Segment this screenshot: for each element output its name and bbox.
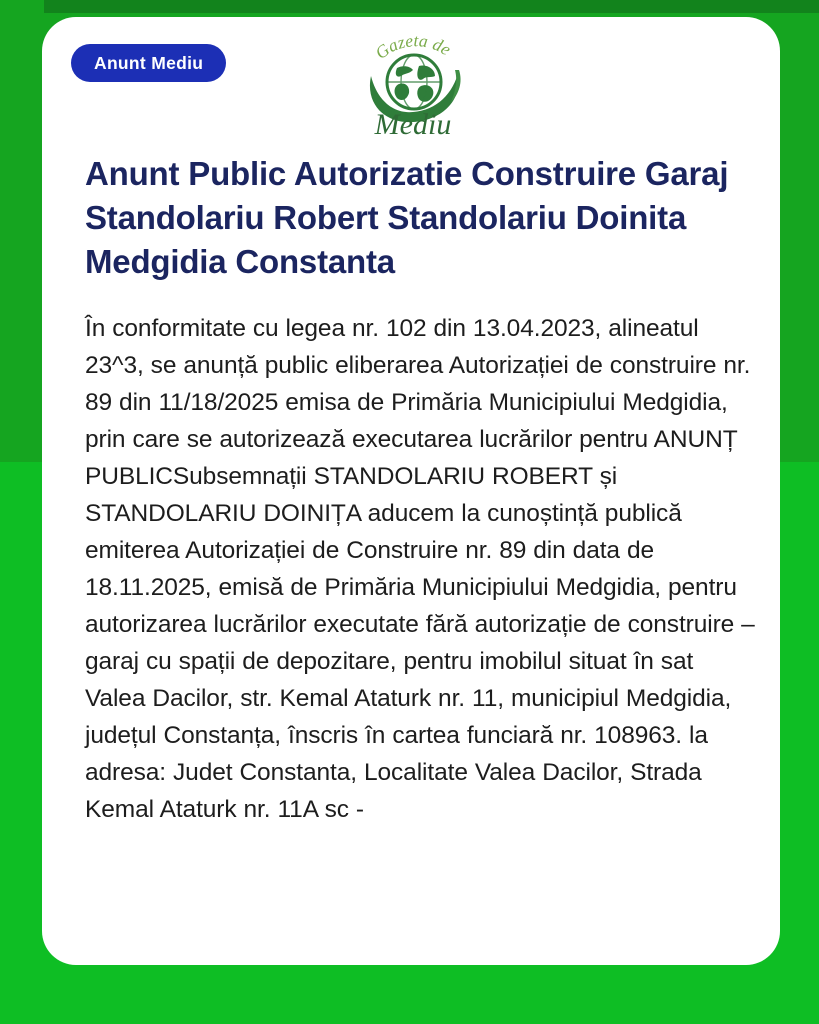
page-title: Anunt Public Autorizatie Construire Garaj Standolariu Robert Standolariu Doinita Medgidia Constanta bbox=[85, 155, 729, 280]
category-badge[interactable]: Anunt Mediu bbox=[71, 44, 226, 82]
logo-text-top: Gazeta de bbox=[371, 30, 455, 63]
logo-text-bottom: Mediu bbox=[374, 108, 452, 140]
announcement-card bbox=[42, 17, 780, 965]
card-header bbox=[42, 17, 780, 142]
gazeta-de-mediu-logo bbox=[347, 20, 482, 140]
announcement-body: În conformitate cu legea nr. 102 din 13.04.2023, alineatul 23^3, se anunță public eliberarea Autorizației de construire nr. 89 din 11/18/2025 emisa de Primăria Municipiului Medgidia, prin care se autorizează executarea lucrărilor pentru ANUNȚ PUBLICSubsemnații STANDOLARIU ROBERT și STANDOLARIU DOINIȚA aducem la cunoștință publică emiterea Autorizației de Construire nr. 89 din data de 18.11.2025, emisă de Primăria Municipiului Medgidia, pentru autorizarea lucrărilor executate fără autorizație de construire – garaj cu spații de depozitare, pentru imobilul situat în sat Valea Dacilor, str. Kemal Ataturk nr. 11, municipiul Medgidia, județul Constanța, înscris în cartea funciară nr. 108963. la adresa: Judet Constanta, Localitate Valea Dacilor, Strada Kemal Ataturk nr. 11A sc - bbox=[85, 315, 755, 823]
background-left-column bbox=[0, 0, 44, 462]
